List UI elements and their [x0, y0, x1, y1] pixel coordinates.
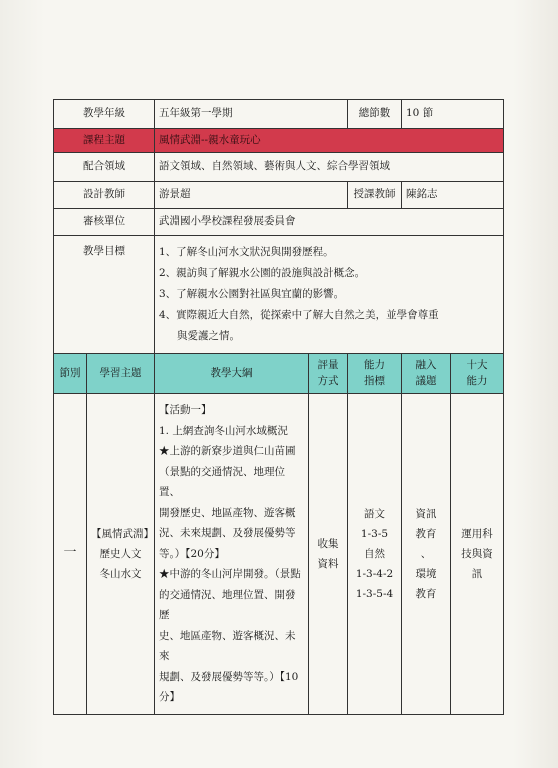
header-row: [54, 354, 504, 394]
topic-label: 課程主題: [54, 129, 155, 153]
grade-label: 教學年級: [54, 100, 155, 129]
designer-label: 設計教師: [54, 182, 155, 209]
reviewer-row: [54, 209, 504, 236]
teacher-label: 授課教師: [348, 182, 402, 209]
ten-abilities-cell: 運用科 技與資 訊: [451, 394, 504, 715]
period-cell: 一: [54, 394, 87, 715]
domains-row: [54, 153, 504, 182]
total-periods-label: 總節數: [348, 100, 402, 129]
total-periods-value: 10 節: [402, 100, 504, 129]
goal-item: 3、了解親水公園對社區與宜蘭的影響。: [159, 288, 345, 300]
teacher-value: 陳銘志: [402, 182, 504, 209]
theme-cell: 【風情武淵】 歷史人文 冬山水文: [87, 394, 155, 715]
goals-list: [155, 236, 504, 354]
period-header: 節別: [54, 354, 87, 394]
ability-header: 能力 指標: [348, 354, 402, 394]
domains-value: 語文領域、自然領域、藝術與人文、綜合學習領域: [155, 153, 504, 182]
integrate-header: 融入 議題: [402, 354, 451, 394]
topic-value: 風情武淵--親水童玩心: [155, 129, 504, 153]
goals-label: 教學目標: [54, 236, 155, 354]
topic-row: [54, 129, 504, 153]
lesson-plan-table: [53, 99, 504, 715]
goal-item: 與愛護之情。: [177, 330, 240, 342]
goals-row: [54, 236, 504, 354]
theme-header: 學習主題: [87, 354, 155, 394]
goal-item: 2、親訪與了解親水公園的設施與設計概念。: [159, 267, 366, 279]
reviewer-label: 審核單位: [54, 209, 155, 236]
outline-header: 教學大綱: [155, 354, 309, 394]
domains-label: 配合領域: [54, 153, 155, 182]
ability-cell: 語文 1-3-5 自然 1-3-4-2 1-3-5-4: [348, 394, 402, 715]
grade-value: 五年級第一學期: [155, 100, 348, 129]
designer-row: [54, 182, 504, 209]
assess-header: 評量 方式: [309, 354, 348, 394]
ten-abilities-header: 十大 能力: [451, 354, 504, 394]
goal-item: 4、實際親近大自然，從探索中了解大自然之美，並學會尊重: [159, 309, 439, 321]
goal-item: 1、了解冬山河水文狀況與開發歷程。: [159, 246, 334, 258]
designer-value: 游景超: [155, 182, 348, 209]
outline-cell: 【活動一】 1. 上網查詢冬山河水域概況 ★上游的新寮步道與仁山苗圃 （景點的交通情況、地理位置、 開發歷史、地區產物、遊客概 況、未來規劃、及發展優勢等 等。）【20分】 ★中游的冬山河岸開發。（景點 的交通情況、地理位置、開發歷 史、地區產物、遊客概況、未來 規劃、及發展優勢等等。）【10 分】: [155, 394, 309, 715]
integrate-cell: 資訊 教育 、 環境 教育: [402, 394, 451, 715]
grade-row: [54, 100, 504, 129]
assess-cell: 收集 資料: [309, 394, 348, 715]
activity-row: [54, 394, 504, 715]
reviewer-value: 武淵國小學校課程發展委員會: [155, 209, 504, 236]
